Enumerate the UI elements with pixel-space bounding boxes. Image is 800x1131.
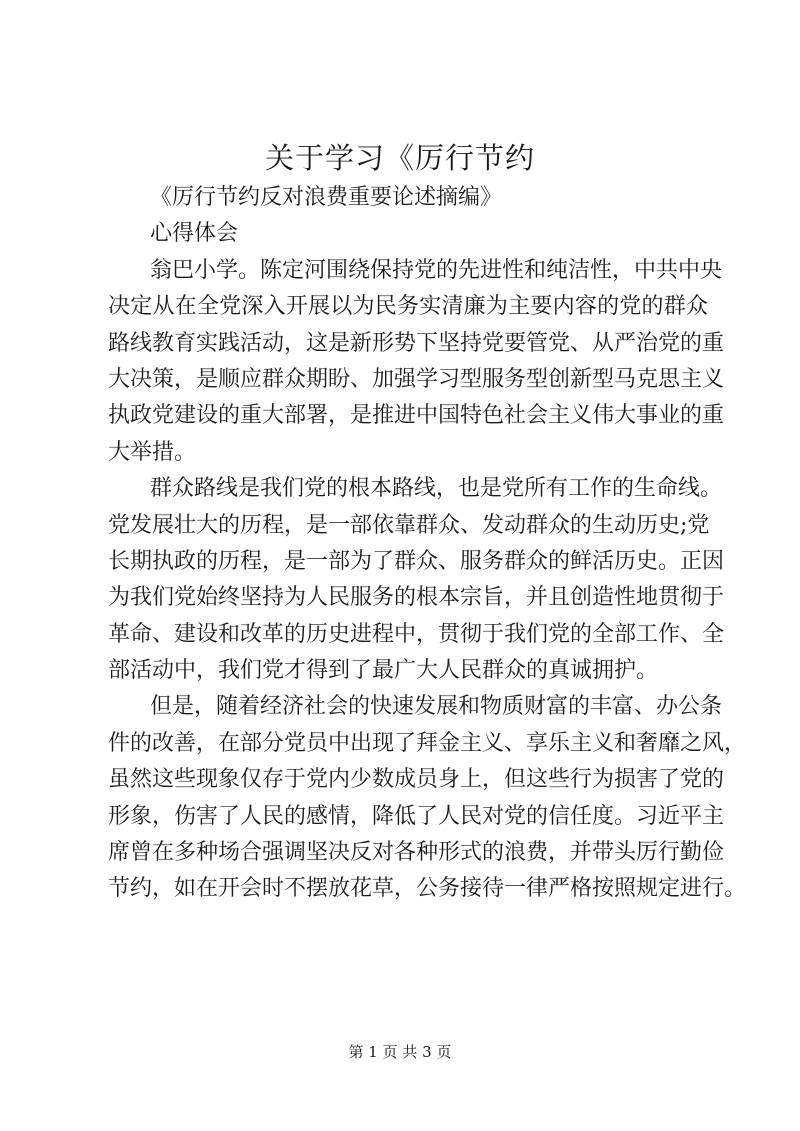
text-line: 部活动中，我们党才得到了最广大人民群众的真诚拥护。: [108, 658, 659, 684]
document-body: [108, 180, 747, 908]
page-number: 第 1 页 共 3 页: [348, 1043, 452, 1061]
text-line: 革命、建设和改革的历史进程中，贯彻于我们党的全部工作、全: [108, 621, 725, 647]
paragraph-2: [108, 471, 725, 689]
text-line: 大举措。: [108, 439, 197, 465]
text-line: 虽然这些现象仅存于党内少数成员身上，但这些行为损害了党的: [108, 767, 725, 793]
text-line: 但是，随着经济社会的快速发展和物质财富的丰富、办公条: [150, 694, 723, 720]
subheading: 心得体会: [150, 221, 239, 247]
paragraph-3: [108, 689, 747, 907]
paragraph-1: [108, 253, 725, 471]
text-line: 大决策，是顺应群众期盼、加强学习型服务型创新型马克思主义: [108, 366, 725, 392]
text-line: 翁巴小学。陈定河围绕保持党的先进性和纯洁性，中共中央: [150, 257, 723, 283]
text-line: 路线教育实践活动，这是新形势下坚持党要管党、从严治党的重: [108, 330, 725, 356]
page-footer: [0, 1042, 800, 1062]
text-line: 执政党建设的重大部署，是推进中国特色社会主义伟大事业的重: [108, 403, 725, 429]
text-line: 党发展壮大的历程，是一部依靠群众、发动群众的生动历史;党: [108, 512, 710, 538]
text-line: 席曾在多种场合强调坚决反对各种形式的浪费，并带头厉行勤俭: [108, 840, 725, 866]
text-line: 节约，如在开会时不摆放花草，公务接待一律严格按照规定进行。: [108, 876, 747, 902]
text-line: 为我们党始终坚持为人民服务的根本宗旨，并且创造性地贯彻于: [108, 585, 725, 611]
text-line: 形象，伤害了人民的感情，降低了人民对党的信任度。习近平主: [108, 803, 725, 829]
document-title: 关于学习《厉行节约: [264, 141, 535, 175]
text-line: 决定从在全党深入开展以为民务实清廉为主要内容的党的群众: [108, 294, 708, 320]
text-line: 群众路线是我们党的根本路线，也是党所有工作的生命线。: [150, 476, 723, 502]
subtitle: 《厉行节约反对浪费重要论述摘编》: [150, 185, 503, 210]
text-line: 长期执政的历程，是一部为了群众、服务群众的鲜活历史。正因: [108, 548, 725, 574]
text-line: 件的改善，在部分党员中出现了拜金主义、享乐主义和奢靡之风，: [108, 730, 747, 756]
